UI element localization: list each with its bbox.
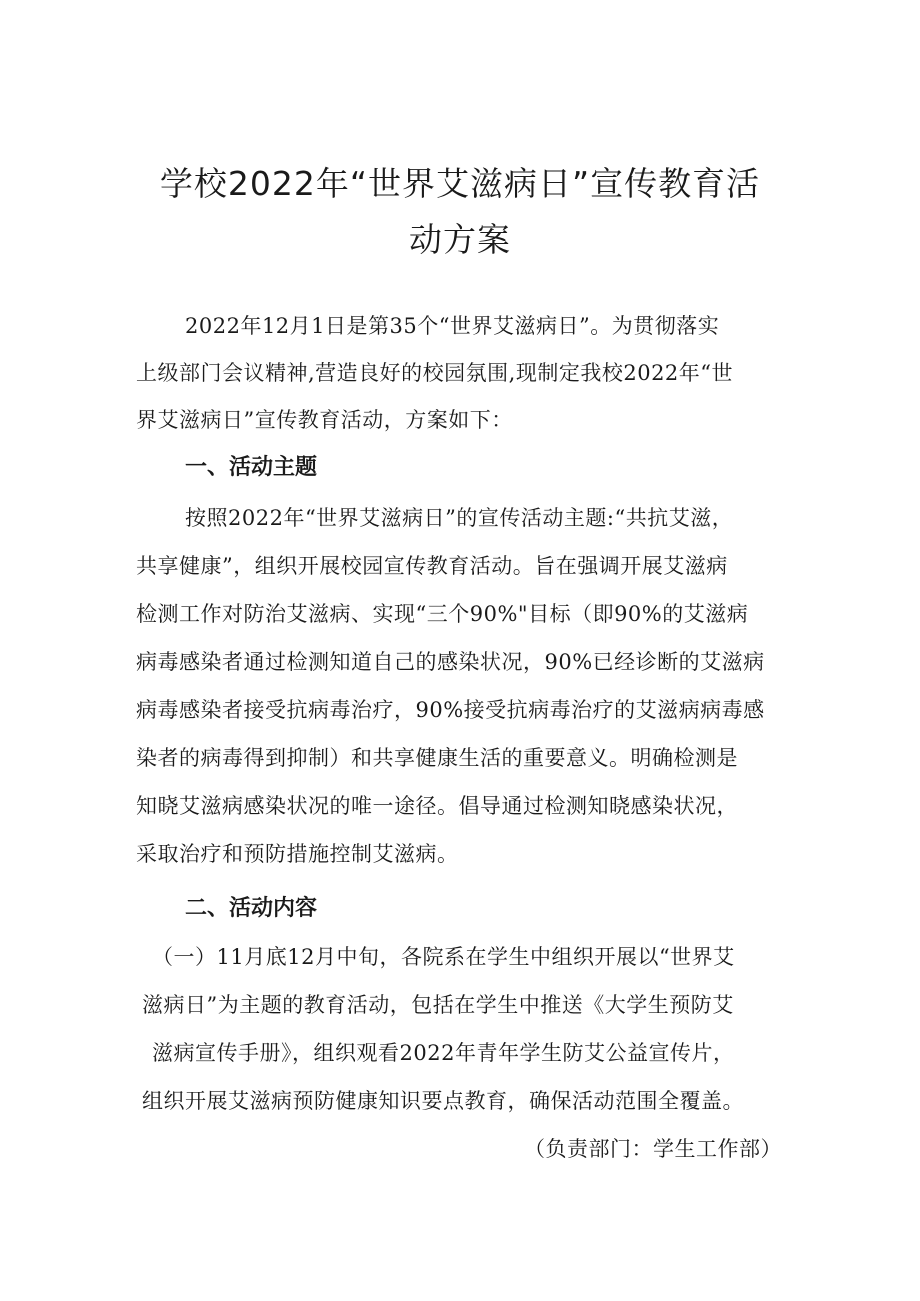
- theme-paragraph-line: 共享健康”，组织开展校园宣传教育活动。旨在强调开展艾滋病: [136, 554, 728, 578]
- content-paragraph-line: 滋病日”为主题的教育活动，包括在学生中推送《大学生预防艾: [142, 993, 734, 1017]
- theme-paragraph-line: 病毒感染者接受抗病毒治疗，90%接受抗病毒治疗的艾滋病病毒感: [136, 698, 765, 722]
- theme-paragraph-line: 知晓艾滋病感染状况的唯一途径。倡导通过检测知晓感染状况，: [136, 794, 738, 818]
- theme-paragraph-line: 采取治疗和预防措施控制艾滋病。: [136, 842, 459, 866]
- responsible-department: （负责部门：学生工作部）: [524, 1137, 782, 1161]
- theme-paragraph-line: 病毒感染者通过检测知道自己的感染状况，90%已经诊断的艾滋病: [136, 650, 765, 674]
- document-title-line-1: 学校2022年“世界艾滋病日”宣传教育活: [159, 164, 761, 203]
- intro-paragraph-line: 界艾滋病日”宣传教育活动，方案如下：: [136, 408, 513, 432]
- section-heading-content: 二、活动内容: [185, 896, 318, 921]
- section-heading-theme: 一、活动主题: [185, 455, 318, 480]
- content-paragraph-line: （一）11月底12月中旬，各院系在学生中组织开展以“世界艾: [152, 945, 735, 969]
- intro-paragraph-line: 上级部门会议精神,营造良好的校园氛围,现制定我校2022年“世: [136, 361, 734, 385]
- document-title-line-2: 动方案: [409, 220, 511, 259]
- theme-paragraph-line: 染者的病毒得到抑制）和共享健康生活的重要意义。明确检测是: [136, 746, 738, 770]
- content-paragraph-line: 滋病宣传手册》，组织观看2022年青年学生防艾公益宣传片，: [152, 1041, 735, 1065]
- theme-paragraph-line: 检测工作对防治艾滋病、实现“三个90%"目标（即90%的艾滋病: [136, 602, 749, 626]
- intro-paragraph-line: 2022年12月1日是第35个“世界艾滋病日”。为贯彻落实: [185, 314, 720, 338]
- content-paragraph-line: 组织开展艾滋病预防健康知识要点教育，确保活动范围全覆盖。: [142, 1089, 744, 1113]
- theme-paragraph-line: 按照2022年“世界艾滋病日”的宣传活动主题:“共抗艾滋，: [185, 506, 734, 530]
